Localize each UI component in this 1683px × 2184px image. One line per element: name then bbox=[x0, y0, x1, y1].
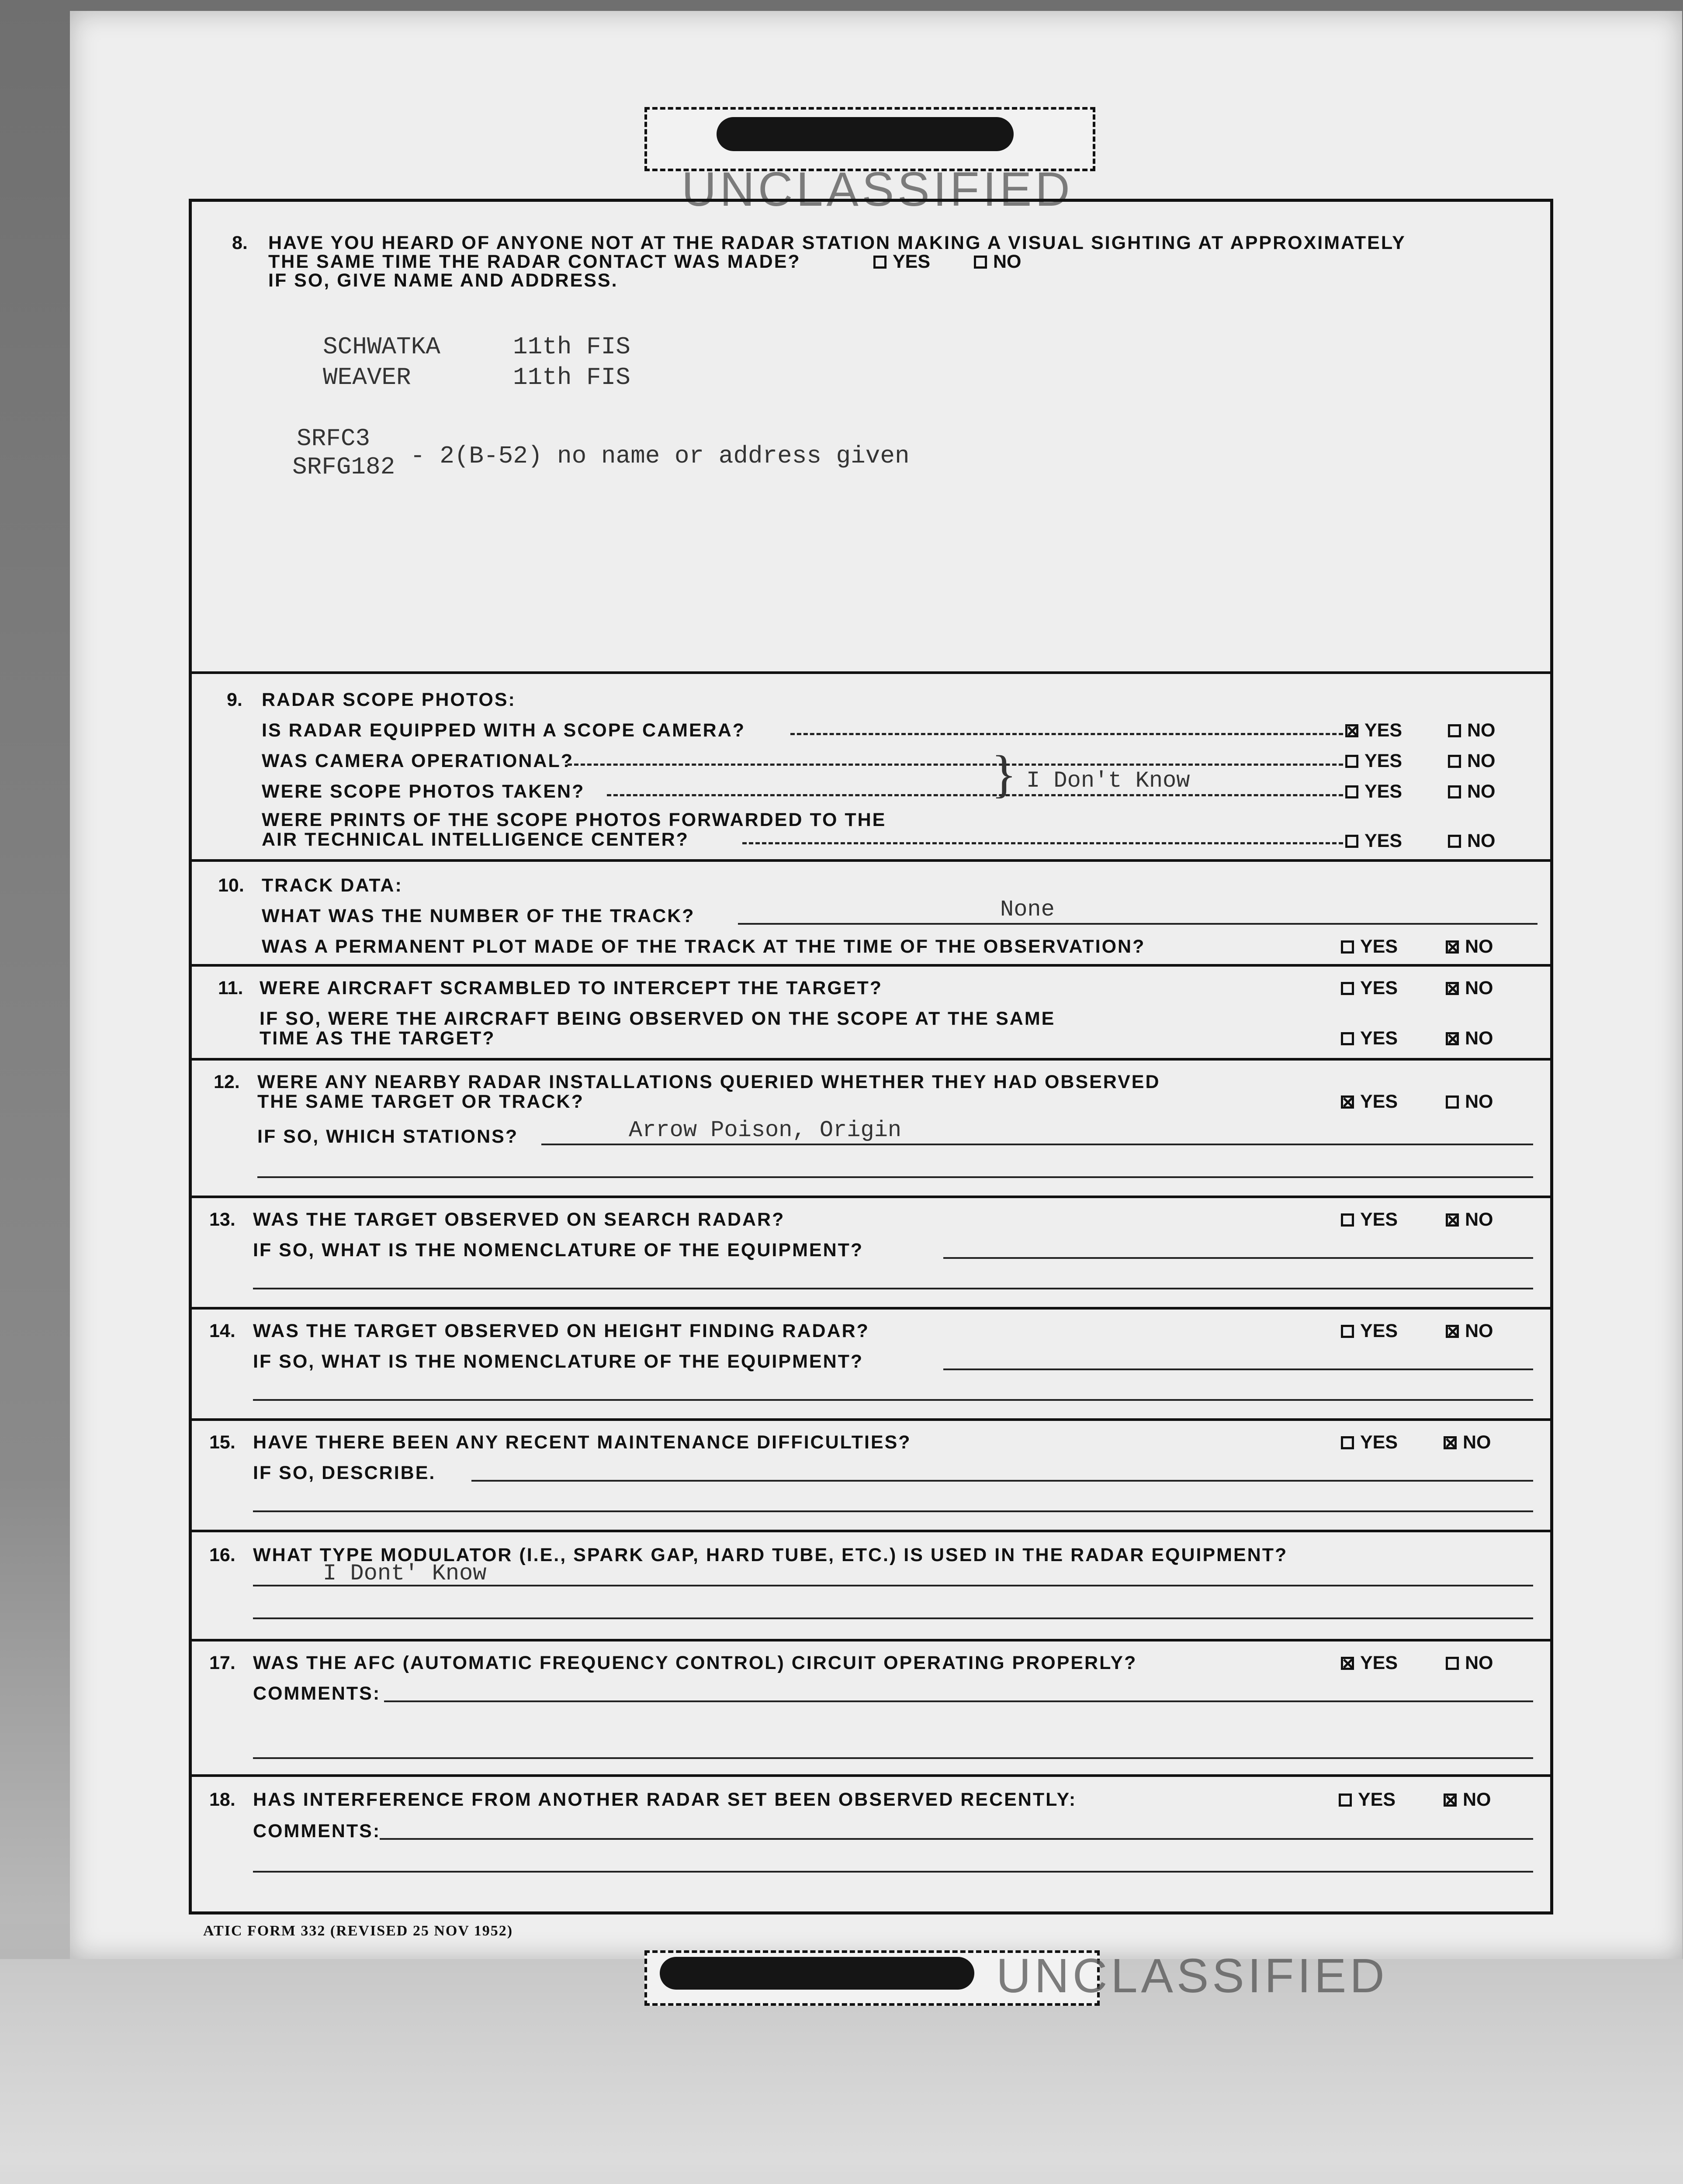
q13-line1: WAS THE TARGET OBSERVED ON SEARCH RADAR? bbox=[253, 1209, 785, 1230]
q9-row2-yes-label: YES bbox=[1364, 750, 1402, 771]
q13-extra-line bbox=[253, 1288, 1533, 1289]
q11-row1-no-label: NO bbox=[1465, 978, 1493, 999]
q17-yes-label: YES bbox=[1360, 1652, 1398, 1673]
q12-yes-checkbox[interactable] bbox=[1341, 1091, 1398, 1113]
q8-text-line1: HAVE YOU HEARD OF ANYONE NOT AT THE RADAR STATION MAKING A VISUAL SIGHTING AT APPROXIMATELY bbox=[268, 232, 1406, 253]
q13-no-box[interactable] bbox=[1446, 1213, 1459, 1227]
q9-row3-leader bbox=[607, 794, 1350, 796]
q10-no-label: NO bbox=[1465, 936, 1493, 957]
q12-yes-box[interactable] bbox=[1341, 1095, 1354, 1109]
q11-row1-yes-checkbox[interactable] bbox=[1341, 978, 1398, 999]
q9-title: RADAR SCOPE PHOTOS: bbox=[262, 689, 516, 710]
q18-line2: COMMENTS: bbox=[253, 1821, 381, 1842]
q8-aircraft-line2: SRFG182 bbox=[292, 453, 395, 481]
q11-row1-no-checkbox[interactable] bbox=[1446, 978, 1493, 999]
q12-no-label: NO bbox=[1465, 1091, 1493, 1112]
q9-row2-yes-checkbox[interactable] bbox=[1345, 750, 1402, 772]
q17-extra-line bbox=[253, 1757, 1533, 1759]
q14-yes-box[interactable] bbox=[1341, 1325, 1354, 1338]
q9-row2-no-label: NO bbox=[1467, 750, 1496, 771]
q9-row4-leader bbox=[742, 842, 1350, 844]
q15-extra-line bbox=[253, 1510, 1533, 1512]
form-footer: ATIC FORM 332 (REVISED 25 NOV 1952) bbox=[203, 1923, 513, 1939]
q14-no-box[interactable] bbox=[1446, 1325, 1459, 1338]
q17-yes-box[interactable] bbox=[1341, 1657, 1354, 1670]
q12-no-box[interactable] bbox=[1446, 1095, 1459, 1109]
q9-brace: } bbox=[991, 745, 1017, 803]
q14-extra-line bbox=[253, 1399, 1533, 1401]
q18-no-label: NO bbox=[1463, 1789, 1491, 1810]
q9-row4-no-checkbox[interactable] bbox=[1448, 830, 1496, 852]
q15-line2: IF SO, DESCRIBE. bbox=[253, 1462, 436, 1483]
q18-comments-line bbox=[380, 1838, 1533, 1840]
section-q10 bbox=[192, 859, 1550, 964]
q12-line3: IF SO, WHICH STATIONS? bbox=[257, 1126, 519, 1147]
q8-yes-label: YES bbox=[893, 251, 931, 272]
q14-nomenclature-line bbox=[943, 1368, 1533, 1370]
q9-row1-yes-label: YES bbox=[1364, 720, 1402, 741]
q9-row4-yes-box[interactable] bbox=[1345, 835, 1358, 848]
q17-line2: COMMENTS: bbox=[253, 1683, 381, 1704]
top-classification-ghost: UNCLASSIFIED bbox=[682, 162, 1074, 216]
q12-stations: Arrow Poison, Origin bbox=[629, 1117, 902, 1143]
q17-comments-line bbox=[384, 1700, 1533, 1702]
q12-extra-line bbox=[257, 1176, 1533, 1178]
section-q12 bbox=[192, 1058, 1550, 1196]
q11-row2-no-label: NO bbox=[1465, 1028, 1493, 1049]
q18-yes-label: YES bbox=[1358, 1789, 1396, 1810]
q14-no-label: NO bbox=[1465, 1320, 1493, 1341]
q15-yes-label: YES bbox=[1360, 1432, 1398, 1453]
q11-row1-yes-box[interactable] bbox=[1341, 982, 1354, 995]
q16-answer-line bbox=[253, 1585, 1533, 1586]
q15-no-checkbox[interactable] bbox=[1444, 1432, 1491, 1453]
q11-number: 11. bbox=[218, 978, 243, 999]
q9-row3-no-checkbox[interactable] bbox=[1448, 781, 1496, 802]
q9-row2-yes-box[interactable] bbox=[1345, 755, 1358, 768]
section-q11 bbox=[192, 964, 1550, 1058]
q9-row4-label: WERE PRINTS OF THE SCOPE PHOTOS FORWARDED TO THE bbox=[262, 809, 887, 830]
q8-yes-box[interactable] bbox=[873, 256, 887, 269]
q9-row4-no-box[interactable] bbox=[1448, 835, 1461, 848]
q16-answer: I Dont' Know bbox=[323, 1561, 487, 1586]
q10-no-checkbox[interactable] bbox=[1446, 936, 1493, 957]
q9-note: I Don't Know bbox=[1026, 768, 1190, 794]
q9-row2-no-checkbox[interactable] bbox=[1448, 750, 1496, 772]
q9-row4-yes-checkbox[interactable] bbox=[1345, 830, 1402, 852]
section-q9 bbox=[192, 671, 1550, 859]
q18-no-checkbox[interactable] bbox=[1444, 1789, 1491, 1811]
q18-number: 18. bbox=[209, 1789, 235, 1810]
q10-title: TRACK DATA: bbox=[262, 875, 403, 896]
q10-plot-label: WAS A PERMANENT PLOT MADE OF THE TRACK AT THE TIME OF THE OBSERVATION? bbox=[262, 936, 1146, 957]
q13-line2: IF SO, WHAT IS THE NOMENCLATURE OF THE EQUIPMENT? bbox=[253, 1240, 864, 1261]
top-redaction-mark bbox=[717, 117, 1014, 151]
q18-yes-checkbox[interactable] bbox=[1339, 1789, 1396, 1811]
q13-yes-box[interactable] bbox=[1341, 1213, 1354, 1227]
q14-number: 14. bbox=[209, 1320, 235, 1341]
q9-row1-yes-checkbox[interactable] bbox=[1345, 720, 1402, 741]
section-q18 bbox=[192, 1774, 1550, 1918]
q17-no-label: NO bbox=[1465, 1652, 1493, 1673]
q9-row1-leader bbox=[790, 733, 1350, 735]
q11-row2-no-box[interactable] bbox=[1446, 1032, 1459, 1045]
q14-line2: IF SO, WHAT IS THE NOMENCLATURE OF THE EQUIPMENT? bbox=[253, 1351, 864, 1372]
section-q16 bbox=[192, 1530, 1550, 1639]
q9-number: 9. bbox=[227, 689, 242, 710]
q14-line1: WAS THE TARGET OBSERVED ON HEIGHT FINDING RADAR? bbox=[253, 1320, 869, 1341]
q18-line1: HAS INTERFERENCE FROM ANOTHER RADAR SET BEEN OBSERVED RECENTLY: bbox=[253, 1789, 1077, 1810]
q15-describe-line bbox=[471, 1480, 1533, 1482]
q8-yes-checkbox[interactable] bbox=[873, 251, 930, 273]
q18-extra-line bbox=[253, 1871, 1533, 1873]
q16-number: 16. bbox=[209, 1545, 235, 1565]
q11-line3: TIME AS THE TARGET? bbox=[260, 1028, 495, 1049]
q8-aircraft-note: - 2(B-52) no name or address given bbox=[410, 442, 910, 470]
q11-row2-yes-label: YES bbox=[1360, 1028, 1398, 1049]
q8-aircraft-line1: SRFC3 bbox=[297, 425, 371, 453]
q8-entry-1-name: SCHWATKA bbox=[323, 333, 440, 361]
q9-row4-no-label: NO bbox=[1467, 830, 1496, 851]
q10-yes-label: YES bbox=[1360, 936, 1398, 957]
q9-row3-yes-checkbox[interactable] bbox=[1345, 781, 1402, 802]
section-q15 bbox=[192, 1418, 1550, 1530]
q9-row3-no-label: NO bbox=[1467, 781, 1496, 802]
q16-extra-line bbox=[253, 1617, 1533, 1619]
q11-line2: IF SO, WERE THE AIRCRAFT BEING OBSERVED ON THE SCOPE AT THE SAME bbox=[260, 1008, 1056, 1029]
q8-text-line3: IF SO, GIVE NAME AND ADDRESS. bbox=[268, 270, 618, 291]
q12-line2: THE SAME TARGET OR TRACK? bbox=[257, 1091, 584, 1112]
q13-yes-checkbox[interactable] bbox=[1341, 1209, 1398, 1230]
q10-number: 10. bbox=[218, 875, 244, 896]
q15-yes-box[interactable] bbox=[1341, 1436, 1354, 1449]
q10-yes-box[interactable] bbox=[1341, 940, 1354, 954]
q16-line1: WHAT TYPE MODULATOR (I.E., SPARK GAP, HARD TUBE, ETC.) IS USED IN THE RADAR EQUIPMENT? bbox=[253, 1545, 1288, 1565]
q14-yes-checkbox[interactable] bbox=[1341, 1320, 1398, 1342]
q17-line1: WAS THE AFC (AUTOMATIC FREQUENCY CONTROL) CIRCUIT OPERATING PROPERLY? bbox=[253, 1652, 1137, 1673]
q15-yes-checkbox[interactable] bbox=[1341, 1432, 1398, 1453]
q9-row3-yes-box[interactable] bbox=[1345, 785, 1358, 798]
q9-row4-label2: AIR TECHNICAL INTELLIGENCE CENTER? bbox=[262, 829, 689, 850]
q9-row1-yes-box[interactable] bbox=[1345, 724, 1358, 737]
q9-row1-label: IS RADAR EQUIPPED WITH A SCOPE CAMERA? bbox=[262, 720, 746, 741]
q10-yes-checkbox[interactable] bbox=[1341, 936, 1398, 957]
q17-no-checkbox[interactable] bbox=[1446, 1652, 1493, 1674]
q13-no-label: NO bbox=[1465, 1209, 1493, 1230]
q8-no-box[interactable] bbox=[974, 256, 987, 269]
q9-row3-yes-label: YES bbox=[1364, 781, 1402, 802]
q12-line1: WERE ANY NEARBY RADAR INSTALLATIONS QUERIED WHETHER THEY HAD OBSERVED bbox=[257, 1071, 1160, 1092]
bottom-classification-ghost: UNCLASSIFIED bbox=[996, 1949, 1388, 2003]
q8-entry-1-unit: 11th FIS bbox=[513, 333, 630, 361]
q14-yes-label: YES bbox=[1360, 1320, 1398, 1341]
q10-track-label: WHAT WAS THE NUMBER OF THE TRACK? bbox=[262, 905, 695, 926]
q12-stations-line bbox=[541, 1144, 1533, 1145]
section-q17 bbox=[192, 1639, 1550, 1774]
q17-yes-checkbox[interactable] bbox=[1341, 1652, 1398, 1674]
q10-track-line bbox=[738, 923, 1538, 925]
q13-nomenclature-line bbox=[943, 1257, 1533, 1259]
q11-row2-yes-box[interactable] bbox=[1341, 1032, 1354, 1045]
q12-yes-label: YES bbox=[1360, 1091, 1398, 1112]
q15-line1: HAVE THERE BEEN ANY RECENT MAINTENANCE DIFFICULTIES? bbox=[253, 1432, 911, 1453]
q13-yes-label: YES bbox=[1360, 1209, 1398, 1230]
bottom-redaction-mark bbox=[660, 1957, 974, 1990]
q9-row2-label: WAS CAMERA OPERATIONAL? bbox=[262, 750, 574, 771]
q12-no-checkbox[interactable] bbox=[1446, 1091, 1493, 1113]
q11-row1-yes-label: YES bbox=[1360, 978, 1398, 999]
q8-entry-2-unit: 11th FIS bbox=[513, 363, 630, 391]
q15-number: 15. bbox=[209, 1432, 235, 1453]
q11-row2-no-checkbox[interactable] bbox=[1446, 1028, 1493, 1049]
q9-row2-no-box[interactable] bbox=[1448, 755, 1461, 768]
q17-no-box[interactable] bbox=[1446, 1657, 1459, 1670]
q17-number: 17. bbox=[209, 1652, 235, 1673]
q18-yes-box[interactable] bbox=[1339, 1794, 1352, 1807]
radar-form bbox=[189, 199, 1553, 1914]
q8-number: 8. bbox=[232, 232, 248, 253]
q15-no-label: NO bbox=[1463, 1432, 1491, 1453]
q9-row3-no-box[interactable] bbox=[1448, 785, 1461, 798]
q11-line1: WERE AIRCRAFT SCRAMBLED TO INTERCEPT THE TARGET? bbox=[260, 978, 883, 999]
q8-no-label: NO bbox=[993, 251, 1022, 272]
q8-no-checkbox[interactable] bbox=[974, 251, 1022, 273]
q12-number: 12. bbox=[214, 1071, 240, 1092]
q9-row2-leader bbox=[568, 764, 1350, 766]
q9-row3-label: WERE SCOPE PHOTOS TAKEN? bbox=[262, 781, 585, 802]
q18-no-box[interactable] bbox=[1444, 1794, 1457, 1807]
q8-text-line2: THE SAME TIME THE RADAR CONTACT WAS MADE? bbox=[268, 251, 801, 272]
q13-no-checkbox[interactable] bbox=[1446, 1209, 1493, 1230]
q9-row1-no-label: NO bbox=[1467, 720, 1496, 741]
q11-row2-yes-checkbox[interactable] bbox=[1341, 1028, 1398, 1049]
q14-no-checkbox[interactable] bbox=[1446, 1320, 1493, 1342]
section-q13 bbox=[192, 1196, 1550, 1307]
q9-row4-yes-label: YES bbox=[1364, 830, 1402, 851]
q11-row1-no-box[interactable] bbox=[1446, 982, 1459, 995]
q9-row1-no-checkbox[interactable] bbox=[1448, 720, 1496, 741]
section-q8 bbox=[192, 202, 1550, 671]
q13-number: 13. bbox=[209, 1209, 235, 1230]
q8-entry-2-name: WEAVER bbox=[323, 363, 411, 391]
q10-track-value: None bbox=[1000, 897, 1055, 923]
q15-no-box[interactable] bbox=[1444, 1436, 1457, 1449]
q9-row1-no-box[interactable] bbox=[1448, 724, 1461, 737]
section-q14 bbox=[192, 1307, 1550, 1418]
q10-no-box[interactable] bbox=[1446, 940, 1459, 954]
